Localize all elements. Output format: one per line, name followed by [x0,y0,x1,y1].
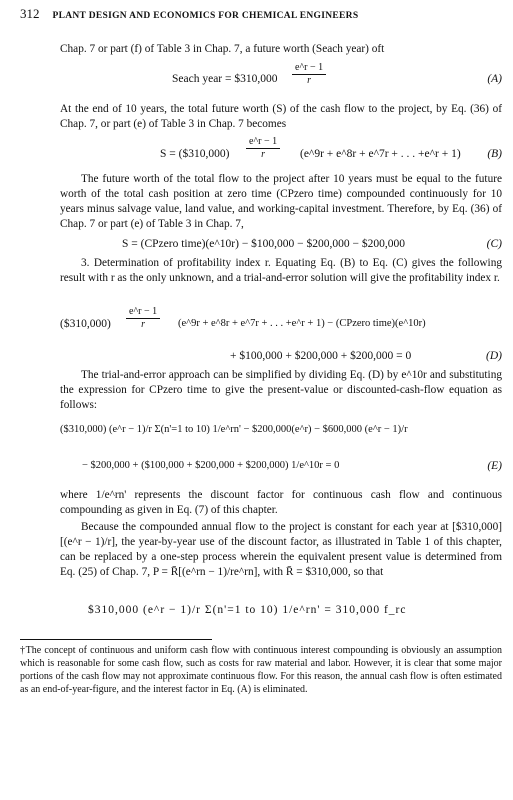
eq-b-numerator: e^r − 1 [246,136,280,149]
eq-d-line-2: + $100,000 + $200,000 + $200,000 = 0 [230,350,412,362]
paragraph-7: Because the compounded annual flow to the project is constant for each year at [$310,000][(e^r − 1)/r], the year-by-year use of the discount factor, as illustrated in Table 1 of this chapter, can be replaced by a one-step process wherein the equivalent present value is determined from Eq. (25) of Chap. 7, P = R̄[(e^rn − 1)/re^rn], with R̄ = $310,000, so that [60,521,502,578]
eq-d-numerator: e^r − 1 [126,306,160,319]
paragraph-3: The future worth of the total flow to the project after 10 years must be equal to the future worth of the total cash position at zero time (CPzero time) compounded continuously for 10 years minus salvage value, land value, and working-capital investment. Therefore, by Eq. (36) of Chap. 7 or part (e) of Table 3 in Chap. 7, [60,173,502,230]
eq-e-label: (E) [487,460,502,472]
running-title: PLANT DESIGN AND ECONOMICS FOR CHEMICAL ENGINEERS [52,11,359,21]
paragraph-1: Chap. 7 or part (f) of Table 3 in Chap. 7, a future worth (Seach year) oft [60,43,385,55]
eq-b-rhs: (e^9r + e^8r + e^7r + . . . +e^r + 1) [300,148,461,160]
eq-d-rhs: (e^9r + e^8r + e^7r + . . . +e^r + 1) − (CPzero time)(e^10r) [178,318,426,329]
eq-e-line-2: − $200,000 + ($100,000 + $200,000 + $200,000) 1/e^10r = 0 [82,460,340,471]
eq-a-numerator: e^r − 1 [292,62,326,75]
eq-a-fraction [292,62,326,87]
paragraph-6: where 1/e^rn' represents the discount factor for continuous cash flow and continuous compounding as given in Eq. (7) of this chapter. [60,489,502,516]
eq-b-label: (B) [487,148,502,160]
eq-a-denominator: r [307,75,311,86]
footnote-divider [20,639,212,640]
eq-f-body: $310,000 (e^r − 1)/r Σ(n'=1 to 10) 1/e^rn' = 310,000 f_rc [88,604,407,616]
paragraph-4: 3. Determination of profitability index r. Equating Eq. (B) to Eq. (C) gives the following result with r as the only unknown, and a trial-and-error solution will give the profitability index r. [60,257,502,284]
eq-b-lhs: S = ($310,000) [160,148,230,160]
running-header [20,6,493,22]
eq-a-lhs: Seach year = $310,000 [172,73,278,85]
eq-a-label: (A) [487,73,502,85]
eq-d-denominator: r [141,319,145,330]
page-number: 312 [20,6,40,21]
paragraph-5: The trial-and-error approach can be simplified by dividing Eq. (D) by e^10r and substituting the expression for CPzero time to give the present-value or discounted-cash-flow equation as follows: [60,369,502,411]
footnote: †The concept of continuous and uniform cash flow with continuous interest compounding is obviously an assumption which is reasonable for some cash flow, such as costs for raw material and labor. However, it is clear that some major portions of the cash flow may not approximate continuous flow. For this reason, the annual cash flow is often estimated as an end-of-year-figure, and the interest factor in Eq. (A) is eliminated. [20,645,502,695]
eq-c-label: (C) [486,238,502,250]
eq-d-lhs: ($310,000) [60,318,111,330]
eq-e-line-1: ($310,000) (e^r − 1)/r Σ(n'=1 to 10) 1/e^rn' − $200,000(e^r) − $600,000 (e^r − 1)/r [60,424,408,435]
eq-c-body: S = (CPzero time)(e^10r) − $100,000 − $200,000 − $200,000 [122,238,406,250]
eq-b-denominator: r [261,149,265,160]
eq-b-fraction [246,136,280,161]
eq-d-label: (D) [486,350,502,362]
paragraph-2: At the end of 10 years, the total future worth (S) of the cash flow to the project, by Eq. (36) of Chap. 7, or part (e) of Table 3 in Chap. 7 becomes [60,103,502,130]
eq-d-fraction [126,306,160,331]
